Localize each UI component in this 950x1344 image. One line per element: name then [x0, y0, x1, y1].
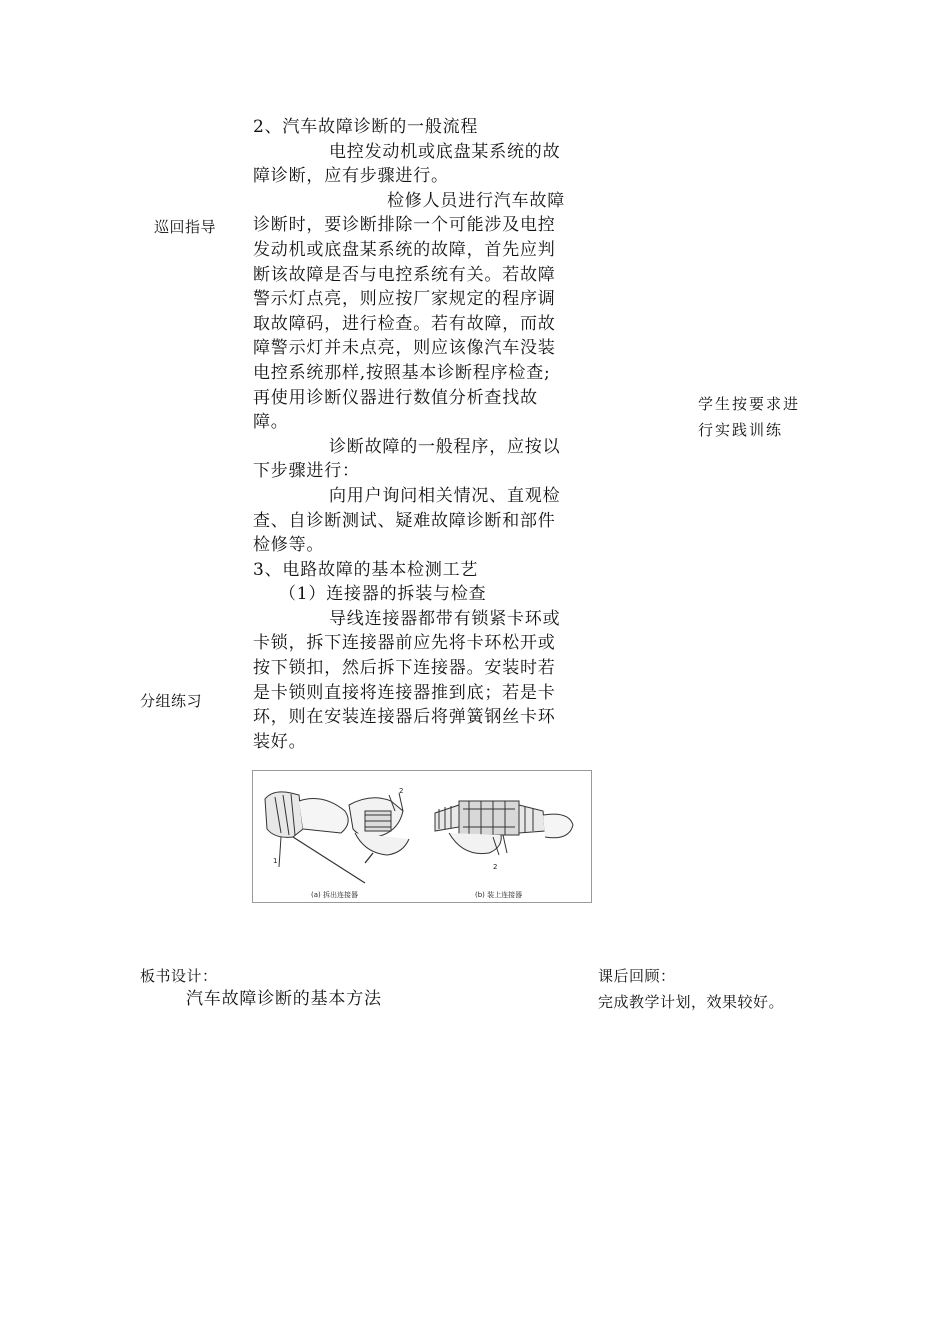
note-student-line1: 学生按要求进 — [698, 395, 801, 413]
caption-b: (b) 装上连接器 — [475, 891, 523, 899]
board-design-label: 板书设计： — [140, 967, 218, 985]
paragraph-4-line2: 查、自诊断测试、疑难故障诊断和部件 — [253, 510, 556, 531]
paragraph-2-line1: 检修人员进行汽车故障 — [387, 190, 565, 211]
review-text: 完成教学计划，效果较好。 — [598, 993, 785, 1011]
callout-2a: 2 — [399, 787, 404, 795]
note-group-practice: 分组练习 — [140, 692, 203, 710]
paragraph-2-line5: 警示灯点亮，则应按厂家规定的程序调 — [253, 289, 556, 310]
paragraph-2-line9: 再使用诊断仪器进行数值分析查找故 — [253, 387, 538, 408]
board-design-title: 汽车故障诊断的基本方法 — [186, 989, 382, 1009]
note-patrol-guidance: 巡回指导 — [154, 218, 217, 236]
note-student-line2: 行实践训练 — [698, 421, 784, 439]
paragraph-4-line1: 向用户询问相关情况、直观检 — [329, 485, 561, 506]
section-2-title: 2、汽车故障诊断的一般流程 — [253, 117, 479, 137]
callout-2b: 2 — [493, 863, 498, 871]
paragraph-2-line2: 诊断时，要诊断排除一个可能涉及电控 — [253, 215, 556, 236]
note-student-training — [698, 391, 800, 443]
paragraph-2-line10: 障。 — [253, 412, 289, 433]
paragraph-1-line1: 电控发动机或底盘某系统的故 — [329, 141, 561, 162]
paragraph-2-line8: 电控系统那样,按照基本诊断程序检查; — [253, 362, 551, 383]
paragraph-5-line5: 环，则在安装连接器后将弹簧钢丝卡环 — [253, 707, 556, 728]
subsection-1-title: （1）连接器的拆装与检查 — [279, 584, 487, 605]
review-label: 课后回顾： — [598, 967, 676, 985]
section-3-title: 3、电路故障的基本检测工艺 — [253, 559, 479, 580]
paragraph-2-line6: 取故障码，进行检查。若有故障，而故 — [253, 313, 556, 334]
paragraph-2-line7: 障警示灯并未点亮，则应该像汽车没装 — [253, 338, 556, 359]
paragraph-5-line1: 导线连接器都带有锁紧卡环或 — [329, 608, 561, 629]
connector-illustration — [252, 770, 592, 903]
paragraph-5-line3: 按下锁扣，然后拆下连接器。安装时若 — [253, 658, 556, 679]
caption-a: (a) 拆出连接器 — [311, 891, 358, 899]
main-content — [253, 115, 593, 754]
connector-drawing — [253, 771, 591, 902]
paragraph-5-line4: 是卡锁则直接将连接器推到底；若是卡 — [253, 682, 556, 703]
paragraph-4-line3: 检修等。 — [253, 535, 325, 556]
paragraph-3-line1: 诊断故障的一般程序，应按以 — [329, 436, 561, 457]
paragraph-2-line3: 发动机或底盘某系统的故障，首先应判 — [253, 239, 556, 260]
paragraph-2-line4: 断该故障是否与电控系统有关。若故障 — [253, 264, 556, 285]
paragraph-5-line2: 卡锁，拆下连接器前应先将卡环松开或 — [253, 633, 556, 654]
paragraph-3-line2: 下步骤进行： — [253, 461, 360, 482]
paragraph-1-line2: 障诊断，应有步骤进行。 — [253, 166, 449, 187]
callout-1: 1 — [273, 857, 278, 865]
paragraph-5-line6: 装好。 — [253, 731, 307, 752]
